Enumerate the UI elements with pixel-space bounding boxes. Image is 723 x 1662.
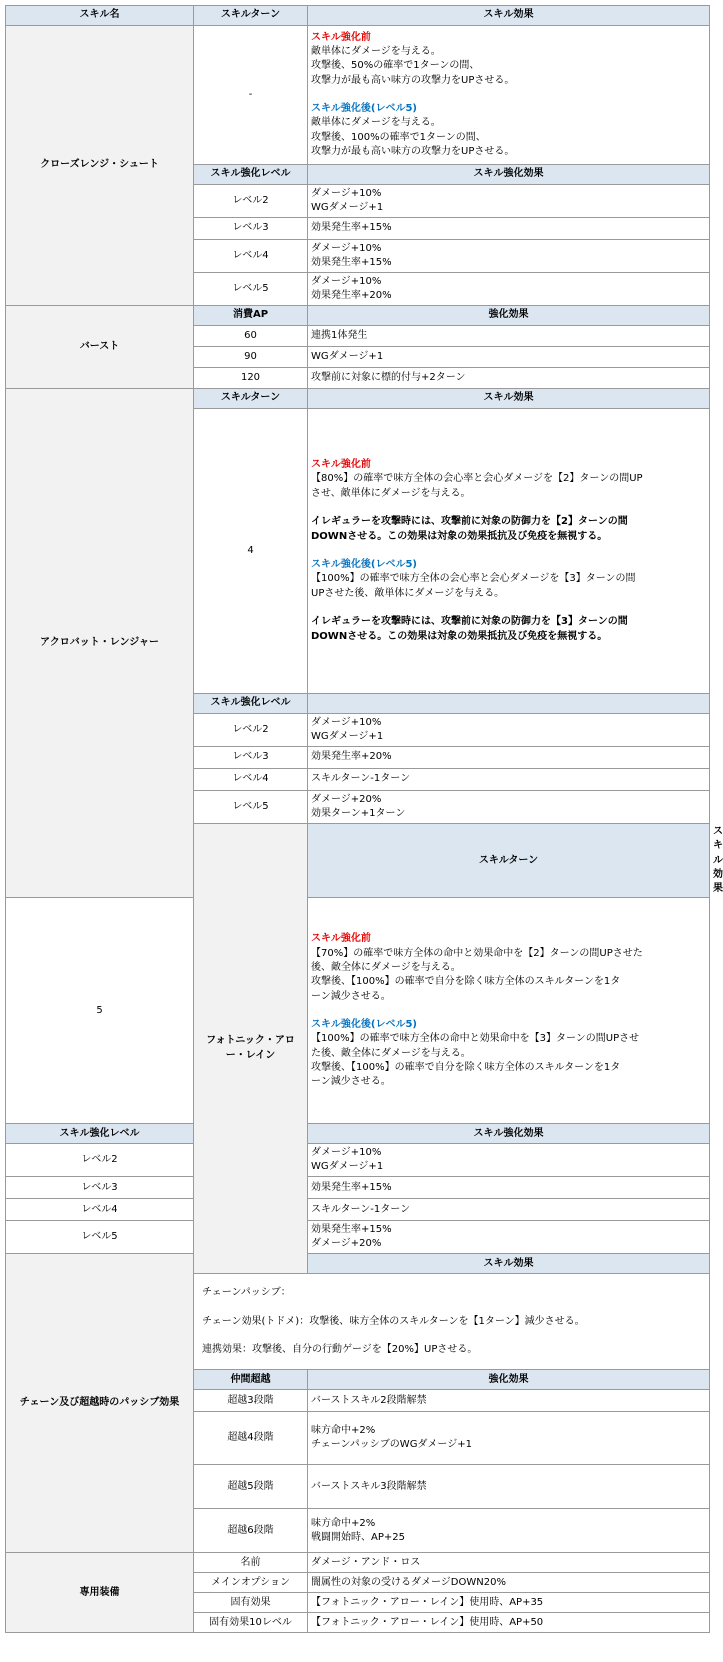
- level-effect-line: ダメージ+10%: [311, 275, 382, 287]
- skill1-level-label: レベル2: [194, 185, 308, 218]
- skill2-level-effect: [308, 791, 710, 824]
- skill3-level-header: スキル強化レベル: [6, 1124, 194, 1144]
- chain-line: 連携効果：攻撃後、自分の行動ゲージを【20%】UPさせる。: [202, 1344, 478, 1356]
- skill2-level-effect: [308, 714, 710, 747]
- level-effect-line: ダメージ+10%: [311, 716, 382, 728]
- skill2-after-line: UPさせた後、敵単体にダメージを与える。: [311, 587, 505, 599]
- equip-label: メインオプション: [194, 1573, 308, 1593]
- equip-value: 【フォトニック・アロー・レイン】使用時、AP+35: [308, 1593, 710, 1613]
- skill1-before-line: 攻撃後、50%の確率で1ターンの間、: [311, 60, 480, 72]
- skill2-effect-header: スキル効果: [308, 389, 710, 409]
- skill1-level-effect: [308, 240, 710, 273]
- skill1-level-label: レベル3: [194, 218, 308, 240]
- skill3-after-line: ーン減少させる。: [311, 1076, 391, 1088]
- skill3-level-label: レベル2: [6, 1144, 194, 1177]
- skill1-after-line: 攻撃力が最も高い味方の攻撃力をUPさせる。: [311, 146, 515, 158]
- skill3-before-line: 攻撃後、【100%】の確率で自分を除く味方全体のスキルターンを1タ: [311, 976, 621, 988]
- skill1-level-header: スキル強化レベル: [194, 165, 308, 185]
- level-effect-line: ダメージ+20%: [311, 1238, 382, 1250]
- skill1-level-label: レベル4: [194, 240, 308, 273]
- burst-ap-header: 消費AP: [194, 306, 308, 326]
- skill3-level-effect: [308, 1221, 710, 1254]
- header-skill-turn: スキルターン: [194, 6, 308, 26]
- equip-label: 固有効果10レベル: [194, 1613, 308, 1633]
- skill1-after-title: スキル強化後(レベル5): [311, 103, 417, 115]
- skill2-level-effect-header: [308, 694, 710, 714]
- skill3-before-line: 【70%】の確率で味方全体の命中と効果命中を【2】ターンの間UPさせた: [311, 947, 643, 959]
- level-effect-line: 効果ターン+1ターン: [311, 808, 406, 819]
- skill1-turn: -: [194, 26, 308, 165]
- burst-header-row: [6, 306, 710, 326]
- stage-effect-line: バーストスキル2段階解禁: [311, 1394, 427, 1406]
- skill3-level-label: レベル3: [6, 1177, 194, 1199]
- equip-value: ダメージ・アンド・ロス: [308, 1553, 710, 1573]
- chain-effect: [194, 1274, 710, 1370]
- skill1-level-label: レベル5: [194, 273, 308, 306]
- skill-table-container: [5, 5, 723, 1633]
- skill1-main-row: [6, 26, 710, 165]
- skill2-effect: [308, 409, 710, 694]
- stage-effect-line: 戦闘開始時、AP+25: [311, 1531, 405, 1543]
- equip-row: [6, 1553, 710, 1573]
- chain-stage-label: 超越4段階: [194, 1412, 308, 1465]
- level-effect-line: 効果発生率+15%: [311, 1181, 392, 1193]
- equip-value: 【フォトニック・アロー・レイン】使用時、AP+50: [308, 1613, 710, 1633]
- skill2-name: アクロバット・レンジャー: [6, 389, 194, 898]
- level-effect-line: 効果発生率+20%: [311, 290, 392, 301]
- burst-ap: 60: [194, 326, 308, 347]
- skill2-before-bold-line: DOWNさせる。この効果は対象の効果抵抗及び免疫を無視する。: [311, 530, 608, 542]
- level-effect-line: ダメージ+10%: [311, 1147, 382, 1159]
- skill3-header-row: フォトニック・アロー・レイン スキルターン スキル効果: [6, 824, 710, 898]
- skill2-level-label: レベル5: [194, 791, 308, 824]
- skill1-effect-header: スキル強化効果: [308, 165, 710, 185]
- chain-name: チェーン及び超越時のパッシブ効果: [6, 1254, 194, 1553]
- level-effect-line: スキルターン-1ターン: [311, 773, 411, 785]
- burst-name: バースト: [6, 306, 194, 389]
- skill2-after-bold-line: イレギュラーを攻撃時には、攻撃前に対象の防御力を【3】ターンの間: [311, 616, 628, 628]
- skill3-after-line: た後、敵全体にダメージを与える。: [311, 1047, 471, 1059]
- skill2-before-line: 【80%】の確率で味方全体の会心率と会心ダメージを【2】ターンの間UP: [311, 473, 643, 485]
- header-skill-effect: スキル効果: [308, 6, 710, 26]
- level-effect-line: スキルターン-1ターン: [311, 1203, 411, 1215]
- skill3-level-header-row: [6, 1124, 710, 1144]
- skill1-before-title: スキル強化前: [311, 31, 371, 43]
- stage-effect-line: バーストスキル3段階解禁: [311, 1480, 427, 1492]
- skill1-level-effect: [308, 218, 710, 240]
- skill3-before-line: 後、敵全体にダメージを与える。: [311, 961, 461, 973]
- chain-stage-effect: [308, 1390, 710, 1412]
- equip-label: 固有効果: [194, 1593, 308, 1613]
- chain-stage-label: 超越6段階: [194, 1509, 308, 1553]
- burst-ap: 120: [194, 368, 308, 389]
- skill2-header-row: [6, 389, 710, 409]
- skill-table: [5, 5, 723, 1633]
- skill3-level-effect-header: スキル強化効果: [308, 1124, 710, 1144]
- chain-stage-label: 超越5段階: [194, 1465, 308, 1509]
- skill3-level-row: [6, 1221, 710, 1254]
- skill2-before-line: させ、敵単体にダメージを与える。: [311, 487, 471, 499]
- level-effect-line: 効果発生率+15%: [311, 257, 392, 268]
- header-skill-name: スキル名: [6, 6, 194, 26]
- chain-stage-effect-header: 強化効果: [308, 1370, 710, 1390]
- skill3-level-label: レベル4: [6, 1199, 194, 1221]
- skill2-after-line: 【100%】の確率で味方全体の会心率と会心ダメージを【3】ターンの間: [311, 573, 636, 585]
- skill3-after-line: 攻撃後、【100%】の確率で自分を除く味方全体のスキルターンを1タ: [311, 1062, 621, 1074]
- burst-ap: 90: [194, 347, 308, 368]
- chain-stage-label: 超越3段階: [194, 1390, 308, 1412]
- skill2-level-label: レベル3: [194, 747, 308, 769]
- level-effect-line: 効果発生率+15%: [311, 222, 392, 234]
- chain-stage-effect: [308, 1509, 710, 1553]
- chain-stage-header: 仲間超越: [194, 1370, 308, 1390]
- skill2-level-effect: [308, 769, 710, 791]
- skill1-level-effect: [308, 185, 710, 218]
- burst-effect: 連携1体発生: [308, 326, 710, 347]
- stage-effect-line: 味方命中+2%: [311, 1425, 376, 1437]
- level-effect-line: WGダメージ+1: [311, 202, 384, 213]
- skill3-level-row: [6, 1144, 710, 1177]
- skill2-level-effect: [308, 747, 710, 769]
- burst-effect-header: 強化効果: [308, 306, 710, 326]
- skill2-after-title: スキル強化後(レベル5): [311, 559, 417, 571]
- skill2-before-title: スキル強化前: [311, 459, 371, 471]
- table-header-row: [6, 6, 710, 26]
- level-effect-line: WGダメージ+1: [311, 1161, 384, 1173]
- skill3-level-row: [6, 1177, 710, 1199]
- chain-stage-effect: [308, 1412, 710, 1465]
- skill1-name: クローズレンジ・シュート: [6, 26, 194, 306]
- chain-stage-effect: [308, 1465, 710, 1509]
- equip-value: 闇属性の対象の受けるダメージDOWN20%: [308, 1573, 710, 1593]
- level-effect-line: WGダメージ+1: [311, 731, 384, 742]
- level-effect-line: ダメージ+10%: [311, 187, 382, 199]
- skill2-turn-header: スキルターン: [194, 389, 308, 409]
- level-effect-line: ダメージ+20%: [311, 793, 382, 805]
- chain-effect-header: スキル効果: [308, 1254, 710, 1274]
- skill3-before-line: ーン減少させる。: [311, 990, 391, 1002]
- skill3-level-label: レベル5: [6, 1221, 194, 1254]
- chain-line: チェーン効果(トドメ)：攻撃後、味方全体のスキルターンを【1ターン】減少させる。: [202, 1315, 585, 1327]
- skill3-turn-header: スキルターン: [308, 824, 710, 898]
- skill3-level-effect: [308, 1144, 710, 1177]
- skill2-level-label: レベル2: [194, 714, 308, 747]
- equip-label: 名前: [194, 1553, 308, 1573]
- burst-effect: WGダメージ+1: [308, 347, 710, 368]
- skill1-level-effect: [308, 273, 710, 306]
- level-effect-line: 効果発生率+15%: [311, 1224, 392, 1236]
- skill3-after-line: 【100%】の確率で味方全体の命中と効果命中を【3】ターンの間UPさせ: [311, 1033, 640, 1045]
- skill3-name: フォトニック・アロー・レイン: [194, 824, 308, 1274]
- chain-line: チェーンパッシブ：: [202, 1287, 291, 1299]
- skill1-before-line: 敵単体にダメージを与える。: [311, 45, 441, 57]
- skill2-level-label: レベル4: [194, 769, 308, 791]
- skill3-level-effect: [308, 1177, 710, 1199]
- equip-name: 専用装備: [6, 1553, 194, 1633]
- level-effect-line: 効果発生率+20%: [311, 751, 392, 763]
- burst-effect: 攻撃前に対象に標的付与+2ターン: [308, 368, 710, 389]
- skill3-level-effect: [308, 1199, 710, 1221]
- skill3-main-row: [6, 898, 710, 1124]
- skill3-level-row: [6, 1199, 710, 1221]
- skill3-effect: [308, 898, 710, 1124]
- stage-effect-line: チェーンパッシブのWGダメージ+1: [311, 1439, 472, 1451]
- skill1-effect: [308, 26, 710, 165]
- skill2-level-header: スキル強化レベル: [194, 694, 308, 714]
- skill1-before-line: 攻撃力が最も高い味方の攻撃力をUPさせる。: [311, 74, 515, 86]
- skill3-before-title: スキル強化前: [311, 933, 371, 945]
- skill2-turn: 4: [194, 409, 308, 694]
- skill2-after-bold-line: DOWNさせる。この効果は対象の効果抵抗及び免疫を無視する。: [311, 630, 608, 642]
- skill1-after-line: 敵単体にダメージを与える。: [311, 117, 441, 129]
- skill1-after-line: 攻撃後、100%の確率で1ターンの間、: [311, 131, 486, 143]
- stage-effect-line: 味方命中+2%: [311, 1517, 376, 1529]
- level-effect-line: ダメージ+10%: [311, 242, 382, 254]
- skill3-turn: 5: [6, 898, 194, 1124]
- chain-header-row: [6, 1254, 710, 1274]
- skill3-after-title: スキル強化後(レベル5): [311, 1019, 417, 1031]
- skill2-before-bold-line: イレギュラーを攻撃時には、攻撃前に対象の防御力を【2】ターンの間: [311, 516, 628, 528]
